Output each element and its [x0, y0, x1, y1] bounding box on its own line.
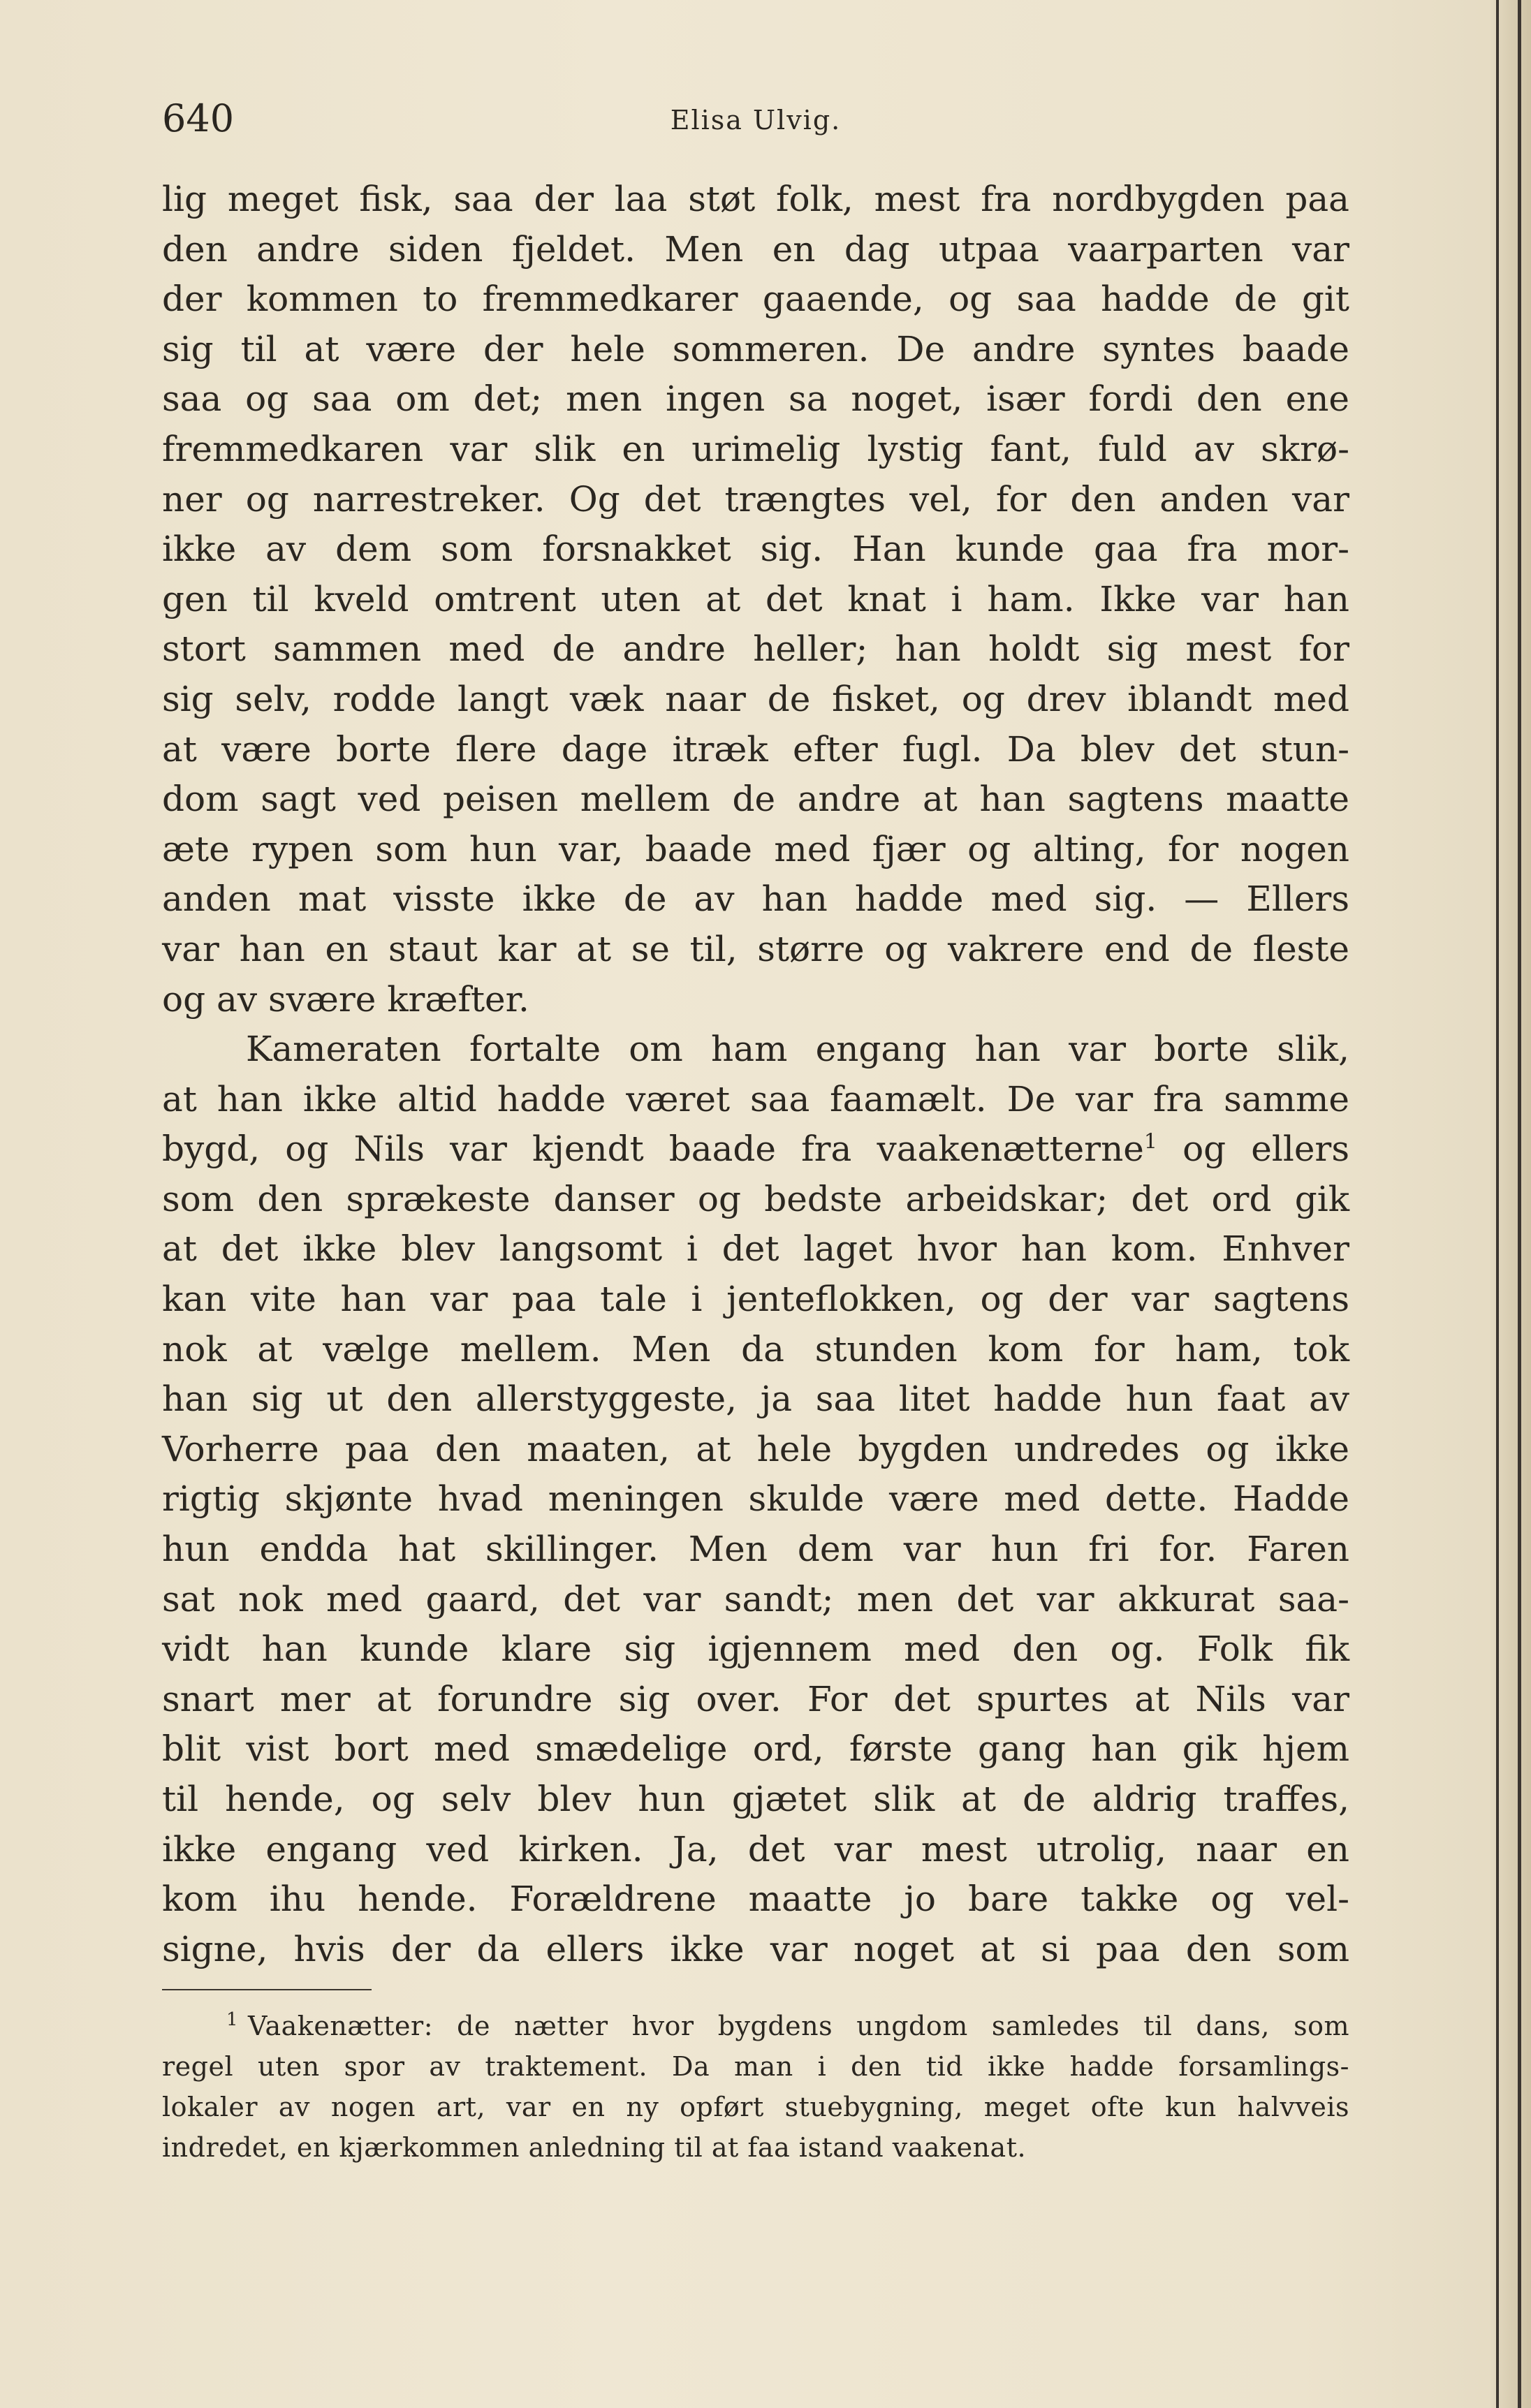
text-line: sig til at være der hele sommeren. De andre syntes baade: [162, 328, 1349, 369]
text-line: lig meget fisk, saa der laa støt folk, mest fra nordbygden paa: [162, 179, 1349, 219]
footnote-line: [162, 2006, 1349, 2046]
text-line: ner og narrestreker. Og det trængtes vel, for den anden var: [162, 478, 1349, 520]
text-line: kan vite han var paa tale i jenteflokken, og der var sagtens: [162, 1279, 1349, 1320]
binding-line: [1496, 0, 1499, 2408]
text-line: anden mat visste ikke de av han hadde med sig. — Ellers: [162, 879, 1349, 920]
text-line: stort sammen med de andre heller; han holdt sig mest for: [162, 629, 1349, 670]
text-line: at han ikke altid hadde været saa faamælt. De var fra samme: [162, 1078, 1349, 1119]
footnote-line: indredet, en kjærkommen anledning til at faa istand vaakenat.: [162, 2132, 1027, 2163]
page-edge: [1489, 0, 1531, 2408]
text-line: nok at vælge mellem. Men da stunden kom for ham, tok: [162, 1328, 1349, 1370]
text-line: rigtig skjønte hvad meningen skulde være med dette. Hadde: [162, 1478, 1349, 1520]
text-line: han sig ut den allerstyggeste, ja saa litet hadde hun faat av: [162, 1379, 1349, 1420]
footnote-line: lokaler av nogen art, var en ny opført stuebygning, meget ofte kun halvveis: [162, 2092, 1349, 2122]
text-line: signe, hvis der da ellers ikke var noget at si paa den som: [162, 1928, 1349, 1969]
text-line-with-note: [162, 1124, 1349, 1175]
text-line: snart mer at forundre sig over. For det spurtes at Nils var: [162, 1678, 1349, 1719]
text-line: kom ihu hende. Forældrene maatte jo bare takke og vel-: [162, 1879, 1349, 1920]
footnote-line: regel uten spor av traktement. Da man i den tid ikke hadde forsamlings-: [162, 2051, 1349, 2082]
text-line: var han en staut kar at se til, større og vakrere end de fleste: [162, 928, 1349, 969]
page-header: [162, 96, 1349, 141]
text-line: saa og saa om det; men ingen sa noget, især fordi den ene: [162, 379, 1349, 420]
text-line: at være borte flere dage itræk efter fugl. Da blev det stun-: [162, 728, 1349, 770]
running-head: Elisa Ulvig.: [670, 105, 842, 135]
text-line: sig selv, rodde langt væk naar de fisket, og drev iblandt med: [162, 678, 1349, 719]
text-segment: bygd, og Nils var kjendt baade fra vaakenætterne: [162, 1129, 1144, 1170]
text-line: som den sprækeste danser og bedste arbeidskar; det ord gik: [162, 1178, 1349, 1219]
text-line: blit vist bort med smædelige ord, første gang han gik hjem: [162, 1728, 1349, 1770]
text-line: ikke engang ved kirken. Ja, det var mest utrolig, naar en: [162, 1828, 1349, 1870]
footnote-text: Vaakenætter: de nætter hvor bygdens ungdom samledes til dans, som: [248, 2011, 1349, 2041]
text-line: Vorherre paa den maaten, at hele bygden undredes og ikke: [162, 1428, 1349, 1469]
footnote-marker: 1: [226, 2009, 239, 2031]
text-line: sat nok med gaard, det var sandt; men det var akkurat saa-: [162, 1578, 1349, 1620]
text-line: dom sagt ved peisen mellem de andre at han sagtens maatte: [162, 779, 1349, 820]
text-line: den andre siden fjeldet. Men en dag utpaa vaarparten var: [162, 228, 1349, 270]
footnote-reference: 1: [1143, 1129, 1157, 1154]
text-line: ikke av dem som forsnakket sig. Han kunde gaa fra mor-: [162, 529, 1349, 570]
footnote-divider: [162, 1989, 372, 1990]
page-number: 640: [162, 96, 235, 140]
text-line: vidt han kunde klare sig igjennem med den og. Folk fik: [162, 1629, 1349, 1670]
binding-line: [1518, 0, 1521, 2408]
text-segment: og ellers: [1157, 1129, 1349, 1170]
body-text: [162, 175, 1349, 1974]
text-line: der kommen to fremmedkarer gaaende, og saa hadde de git: [162, 279, 1349, 320]
text-line: at det ikke blev langsomt i det laget hvor han kom. Enhver: [162, 1228, 1349, 1270]
text-line: og av svære kræfter.: [162, 978, 529, 1020]
text-line: gen til kveld omtrent uten at det knat i ham. Ikke var han: [162, 578, 1349, 619]
footnote: [162, 2006, 1349, 2168]
text-line: fremmedkaren var slik en urimelig lystig fant, fuld av skrø-: [162, 428, 1349, 469]
text-line: æte rypen som hun var, baade med fjær og alting, for nogen: [162, 828, 1349, 869]
text-line: hun endda hat skillinger. Men dem var hun fri for. Faren: [162, 1529, 1349, 1570]
text-line: til hende, og selv blev hun gjætet slik at de aldrig traffes,: [162, 1779, 1349, 1819]
text-line: Kameraten fortalte om ham engang han var borte slik,: [246, 1029, 1349, 1070]
